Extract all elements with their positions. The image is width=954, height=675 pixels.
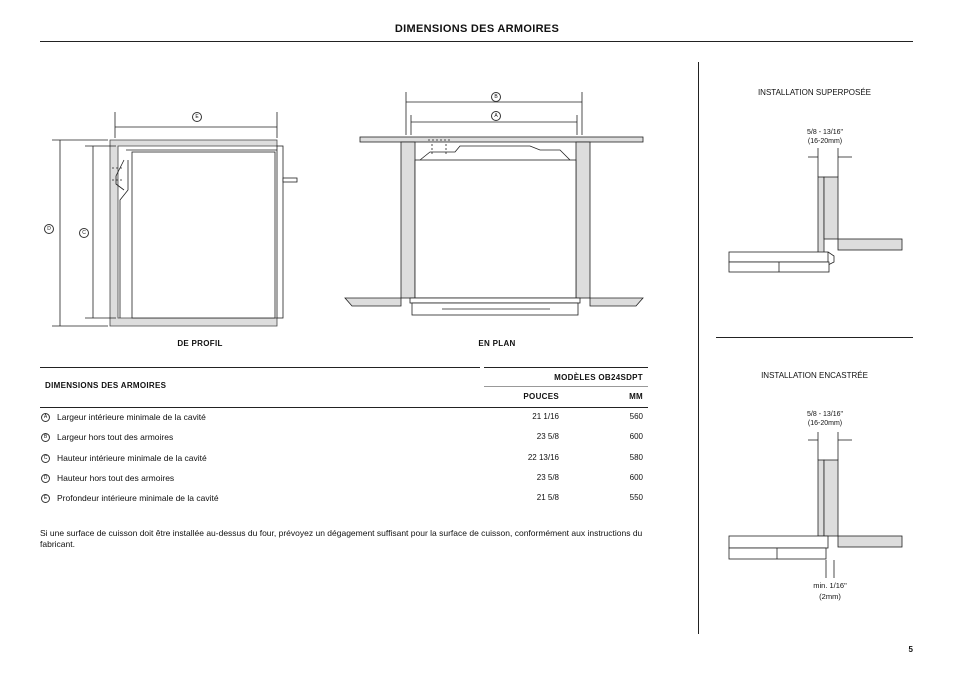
row-mm: 600 bbox=[629, 473, 643, 482]
superposed-dimension bbox=[780, 128, 870, 146]
table-row bbox=[40, 429, 648, 449]
table-header: DIMENSIONS DES ARMOIRES bbox=[45, 381, 167, 390]
table-top-rule-right bbox=[484, 367, 648, 368]
table-row bbox=[40, 470, 648, 490]
installation-note: Si une surface de cuisson doit être installée au-dessus du four, prévoyez un dégagement suffisant pour la surface de cuisson, conformément aux instructions du fabricant. bbox=[40, 528, 643, 549]
row-inches: 22 13/16 bbox=[527, 453, 559, 462]
table-sub-rule bbox=[484, 386, 648, 387]
flush-min-line1: min. 1/16" bbox=[813, 581, 847, 590]
row-label: Largeur intérieure minimale de la cavité bbox=[57, 412, 206, 422]
table-models: MODÈLES OB24SDPT bbox=[554, 373, 643, 382]
page-number: 5 bbox=[908, 645, 913, 654]
row-label: Largeur hors tout des armoires bbox=[57, 432, 174, 442]
flush-drawing bbox=[729, 432, 902, 578]
superposed-drawing bbox=[729, 148, 902, 272]
row-label: Hauteur hors tout des armoires bbox=[57, 473, 175, 483]
profile-label: DE PROFIL bbox=[177, 339, 223, 348]
marker-c: C bbox=[79, 228, 89, 238]
table-top-rule-left bbox=[40, 367, 480, 368]
superposed-dim-line2: (16-20mm) bbox=[807, 138, 843, 145]
flush-min-gap bbox=[785, 580, 875, 602]
flush-title: INSTALLATION ENCASTRÉE bbox=[761, 371, 868, 380]
table-col-in: POUCES bbox=[523, 392, 559, 401]
table-row bbox=[40, 409, 648, 429]
superposed-title: INSTALLATION SUPERPOSÉE bbox=[757, 88, 872, 97]
row-label: Profondeur intérieure minimale de la cavité bbox=[57, 493, 219, 503]
page-title: DIMENSIONS DES ARMOIRES bbox=[394, 23, 560, 35]
plan-drawing bbox=[345, 92, 643, 315]
marker-a: A bbox=[491, 111, 501, 121]
row-inches: 21 1/16 bbox=[532, 412, 559, 421]
table-row bbox=[40, 450, 648, 470]
flush-dim-line2: (16-20mm) bbox=[807, 420, 843, 427]
profile-drawing bbox=[52, 112, 297, 326]
row-inches: 21 5/8 bbox=[536, 493, 559, 502]
row-marker: D bbox=[41, 474, 50, 483]
superposed-dim-line1: 5/8 - 13/16" bbox=[807, 129, 843, 136]
row-label: Hauteur intérieure minimale de la cavité bbox=[57, 453, 207, 463]
flush-dimension bbox=[780, 410, 870, 428]
row-marker: E bbox=[41, 494, 50, 503]
table-row bbox=[40, 490, 648, 510]
flush-min-line2: (2mm) bbox=[819, 592, 841, 601]
flush-dim-line1: 5/8 - 13/16" bbox=[807, 411, 843, 418]
row-marker: C bbox=[41, 454, 50, 463]
row-inches: 23 5/8 bbox=[536, 473, 559, 482]
row-mm: 550 bbox=[629, 493, 643, 502]
table-col-mm: MM bbox=[629, 392, 643, 401]
plan-label: EN PLAN bbox=[478, 339, 516, 348]
table-header-rule bbox=[40, 407, 648, 408]
marker-e: E bbox=[192, 112, 202, 122]
row-inches: 23 5/8 bbox=[536, 432, 559, 441]
row-mm: 560 bbox=[629, 412, 643, 421]
row-marker: A bbox=[41, 413, 50, 422]
marker-d: D bbox=[44, 224, 54, 234]
row-mm: 600 bbox=[629, 432, 643, 441]
marker-b: B bbox=[491, 92, 501, 102]
row-marker: B bbox=[41, 433, 50, 442]
row-mm: 580 bbox=[629, 453, 643, 462]
